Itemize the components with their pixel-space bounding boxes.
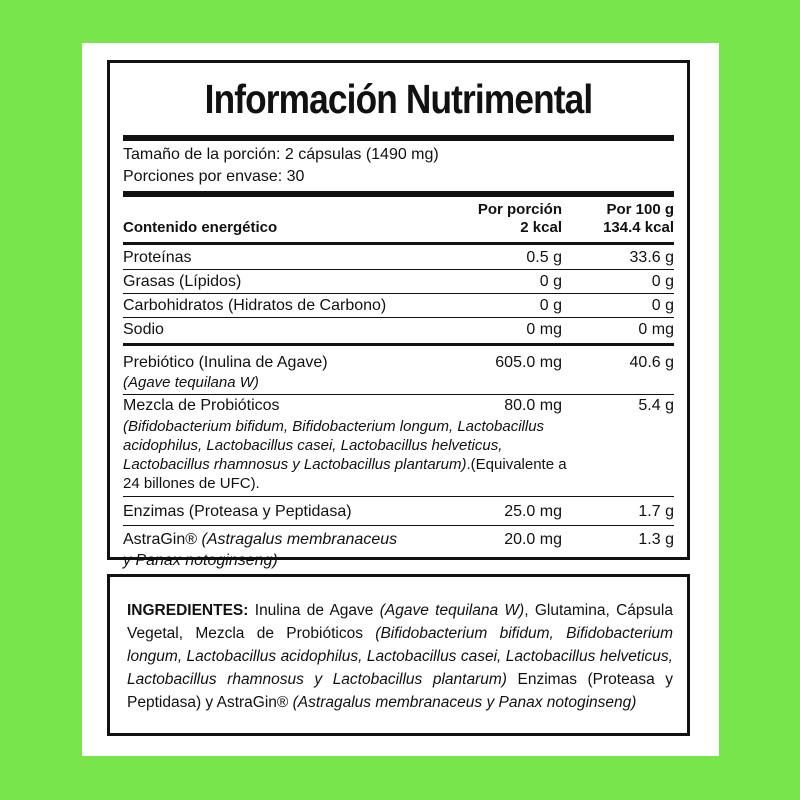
component-row-prebiotic: Prebiótico (Inulina de Agave) (Agave tequilana W) 605.0 mg 40.6 g: [123, 354, 674, 391]
component-row-enzymes: Enzimas (Proteasa y Peptidasa) 25.0 mg 1.7 g: [123, 503, 674, 520]
label-title: Información Nutrimental: [204, 76, 593, 122]
servings-per-container: Porciones por envase: 30: [123, 168, 305, 185]
serving-size: Tamaño de la porción: 2 cápsulas (1490 mg): [123, 146, 439, 163]
label-sheet: [82, 43, 719, 756]
nutrient-row: Carbohidratos (Hidratos de Carbono) 0 g 0 g: [123, 297, 674, 314]
nutrient-row: Sodio 0 mg 0 mg: [123, 321, 674, 338]
col-header-per-100g: Por 100 g: [606, 201, 674, 218]
nutrient-row: Proteínas 0.5 g 33.6 g: [123, 249, 674, 266]
energy-per-serving: 2 kcal: [520, 219, 562, 236]
energy-label: Contenido energético: [123, 219, 278, 236]
nutrition-facts-panel: Información Nutrimental Tamaño de la porción: 2 cápsulas (1490 mg) Porciones por envase: 30 Contenido energético Por porción 2 kcal Por 100 g 134.4 kcal Proteínas 0.5 g 33.6 g Grasas (Lípidos) 0 g 0 g Carbohidratos (Hidratos de Carbono) 0 g 0 g Sodio 0 mg 0 mg Prebiótico (Inulina de Agave) (Agave tequilana W) 605.0 mg 40.6 g Mezcla de Probióticos 80.0 mg 5.4 g (Bifidobacterium bifidum, Bifidobacterium longum, Lactobacillus acidophilus, Lactobacillus casei, Lactobacillus helveticus, Lactobacillus rhamnosus y Lactobacillus plantarum).(Equivalente a 24 billones de UFC). Enzimas (Proteasa y Peptidasa) 25.0 mg 1.7 g AstraGin® (Astragalus membranaceus y Panax notoginseng) 20.0 mg 1.3 g: [107, 60, 690, 560]
ingredients-text: INGREDIENTES: Inulina de Agave (Agave tequilana W), Glutamina, Cápsula Vegetal, Mezcla de Probióticos (Bifidobacterium bifidum, Bifidobacterium longum, Lactobacillus acidophilus, Lactobacillus casei, Lactobacillus helveticus, Lactobacillus rhamnosus y Lactobacillus plantarum) Enzimas (Proteasa y Peptidasa) y AstraGin® (Astragalus membranaceus y Panax notoginseng): [127, 602, 673, 711]
ingredients-panel: [107, 574, 690, 736]
col-header-per-serving: Por porción: [477, 201, 562, 218]
component-row-astragin: AstraGin® (Astragalus membranaceus y Panax notoginseng) 20.0 mg 1.3 g: [123, 531, 674, 569]
energy-header-row: [123, 201, 674, 237]
ingredients-heading: INGREDIENTES:: [127, 602, 249, 619]
component-row-probiotics: Mezcla de Probióticos 80.0 mg 5.4 g: [123, 397, 674, 414]
energy-per-100g: 134.4 kcal: [603, 219, 674, 236]
nutrient-row: Grasas (Lípidos) 0 g 0 g: [123, 273, 674, 290]
